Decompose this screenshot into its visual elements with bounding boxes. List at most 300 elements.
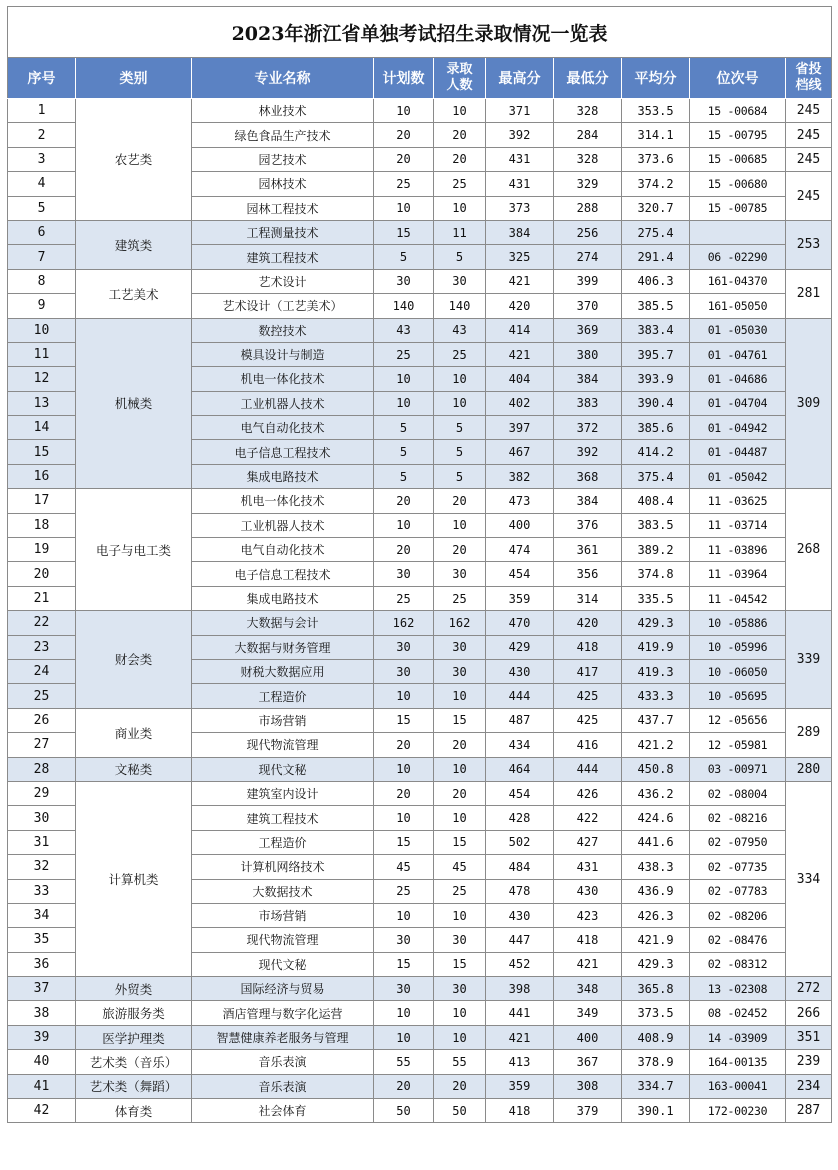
cell-avg: 383.4 (622, 318, 690, 342)
cell-plan: 25 (374, 172, 434, 196)
cell-line: 287 (786, 1099, 832, 1123)
cell-seq: 23 (8, 635, 76, 659)
cell-min: 314 (554, 586, 622, 610)
cell-admit: 10 (434, 1001, 486, 1025)
cell-seq: 3 (8, 147, 76, 171)
cell-admit: 10 (434, 391, 486, 415)
cell-min: 423 (554, 903, 622, 927)
cell-rank: 15 -00680 (690, 172, 786, 196)
cell-rank: 01 -04704 (690, 391, 786, 415)
cell-min: 288 (554, 196, 622, 220)
cell-rank: 15 -00785 (690, 196, 786, 220)
cell-max: 431 (486, 172, 554, 196)
cell-major: 现代文秘 (192, 952, 374, 976)
cell-min: 418 (554, 928, 622, 952)
cell-category: 艺术类（音乐） (76, 1050, 192, 1074)
cell-min: 384 (554, 367, 622, 391)
cell-admit: 30 (434, 977, 486, 1001)
cell-seq: 18 (8, 513, 76, 537)
cell-avg: 334.7 (622, 1074, 690, 1098)
cell-min: 431 (554, 855, 622, 879)
cell-rank: 11 -03625 (690, 489, 786, 513)
cell-admit: 140 (434, 294, 486, 318)
header-line (786, 58, 832, 99)
cell-min: 400 (554, 1025, 622, 1049)
cell-rank: 02 -08206 (690, 903, 786, 927)
cell-avg: 437.7 (622, 708, 690, 732)
cell-rank: 01 -04761 (690, 342, 786, 366)
cell-avg: 374.8 (622, 562, 690, 586)
cell-min: 383 (554, 391, 622, 415)
header-min: 最低分 (554, 58, 622, 99)
cell-major: 林业技术 (192, 99, 374, 123)
cell-admit: 15 (434, 952, 486, 976)
cell-rank: 10 -06050 (690, 659, 786, 683)
cell-min: 399 (554, 269, 622, 293)
cell-seq: 31 (8, 830, 76, 854)
cell-rank: 161-04370 (690, 269, 786, 293)
cell-max: 484 (486, 855, 554, 879)
cell-max: 413 (486, 1050, 554, 1074)
cell-plan: 30 (374, 635, 434, 659)
cell-line: 253 (786, 220, 832, 269)
cell-avg: 389.2 (622, 538, 690, 562)
cell-max: 474 (486, 538, 554, 562)
cell-min: 420 (554, 611, 622, 635)
cell-plan: 43 (374, 318, 434, 342)
cell-avg: 424.6 (622, 806, 690, 830)
cell-seq: 12 (8, 367, 76, 391)
cell-admit: 25 (434, 342, 486, 366)
cell-min: 370 (554, 294, 622, 318)
cell-rank: 08 -02452 (690, 1001, 786, 1025)
cell-seq: 20 (8, 562, 76, 586)
cell-seq: 6 (8, 220, 76, 244)
cell-admit: 5 (434, 245, 486, 269)
cell-max: 418 (486, 1099, 554, 1123)
table-row (8, 489, 832, 513)
header-admit-line2: 人数 (446, 78, 473, 93)
cell-plan: 10 (374, 1025, 434, 1049)
cell-major: 大数据与财务管理 (192, 635, 374, 659)
cell-plan: 30 (374, 928, 434, 952)
cell-category: 农艺类 (76, 99, 192, 221)
cell-max: 454 (486, 562, 554, 586)
cell-max: 487 (486, 708, 554, 732)
cell-major: 绿色食品生产技术 (192, 123, 374, 147)
cell-min: 308 (554, 1074, 622, 1098)
header-row (8, 58, 832, 99)
cell-seq: 38 (8, 1001, 76, 1025)
cell-avg: 291.4 (622, 245, 690, 269)
cell-plan: 10 (374, 367, 434, 391)
cell-seq: 29 (8, 781, 76, 805)
cell-admit: 5 (434, 464, 486, 488)
cell-seq: 40 (8, 1050, 76, 1074)
cell-line: 272 (786, 977, 832, 1001)
cell-avg: 353.5 (622, 99, 690, 123)
cell-min: 372 (554, 416, 622, 440)
cell-seq: 1 (8, 99, 76, 123)
cell-rank: 01 -04487 (690, 440, 786, 464)
cell-plan: 162 (374, 611, 434, 635)
cell-rank: 02 -07735 (690, 855, 786, 879)
cell-category: 财会类 (76, 611, 192, 709)
cell-rank: 14 -03909 (690, 1025, 786, 1049)
cell-line: 268 (786, 489, 832, 611)
cell-line: 245 (786, 172, 832, 221)
cell-plan: 20 (374, 733, 434, 757)
cell-admit: 10 (434, 903, 486, 927)
cell-min: 368 (554, 464, 622, 488)
cell-category: 商业类 (76, 708, 192, 757)
cell-plan: 55 (374, 1050, 434, 1074)
header-line-line1: 省投 (795, 62, 822, 77)
cell-plan: 15 (374, 220, 434, 244)
cell-admit: 30 (434, 562, 486, 586)
cell-min: 349 (554, 1001, 622, 1025)
cell-plan: 30 (374, 562, 434, 586)
cell-seq: 35 (8, 928, 76, 952)
cell-admit: 10 (434, 684, 486, 708)
cell-max: 397 (486, 416, 554, 440)
cell-seq: 5 (8, 196, 76, 220)
cell-avg: 429.3 (622, 611, 690, 635)
cell-admit: 11 (434, 220, 486, 244)
cell-category: 文秘类 (76, 757, 192, 781)
cell-line: 266 (786, 1001, 832, 1025)
cell-rank: 06 -02290 (690, 245, 786, 269)
cell-max: 454 (486, 781, 554, 805)
cell-plan: 25 (374, 342, 434, 366)
cell-avg: 385.6 (622, 416, 690, 440)
cell-seq: 37 (8, 977, 76, 1001)
cell-plan: 10 (374, 903, 434, 927)
cell-major: 工程测量技术 (192, 220, 374, 244)
cell-min: 380 (554, 342, 622, 366)
cell-seq: 34 (8, 903, 76, 927)
cell-max: 402 (486, 391, 554, 415)
cell-avg: 406.3 (622, 269, 690, 293)
cell-line: 339 (786, 611, 832, 709)
cell-seq: 25 (8, 684, 76, 708)
cell-max: 431 (486, 147, 554, 171)
cell-line: 280 (786, 757, 832, 781)
cell-max: 502 (486, 830, 554, 854)
cell-avg: 335.5 (622, 586, 690, 610)
cell-max: 404 (486, 367, 554, 391)
cell-major: 工业机器人技术 (192, 513, 374, 537)
cell-admit: 5 (434, 416, 486, 440)
cell-seq: 19 (8, 538, 76, 562)
cell-seq: 13 (8, 391, 76, 415)
cell-min: 328 (554, 99, 622, 123)
cell-category: 电子与电工类 (76, 489, 192, 611)
cell-plan: 30 (374, 659, 434, 683)
cell-seq: 11 (8, 342, 76, 366)
cell-rank: 11 -04542 (690, 586, 786, 610)
cell-avg: 375.4 (622, 464, 690, 488)
cell-rank: 10 -05886 (690, 611, 786, 635)
cell-min: 361 (554, 538, 622, 562)
cell-avg: 373.5 (622, 1001, 690, 1025)
cell-rank: 15 -00684 (690, 99, 786, 123)
cell-seq: 42 (8, 1099, 76, 1123)
cell-major: 电子信息工程技术 (192, 440, 374, 464)
cell-avg: 408.9 (622, 1025, 690, 1049)
cell-rank: 01 -04942 (690, 416, 786, 440)
cell-max: 441 (486, 1001, 554, 1025)
cell-admit: 25 (434, 586, 486, 610)
cell-min: 376 (554, 513, 622, 537)
cell-max: 467 (486, 440, 554, 464)
cell-major: 机电一体化技术 (192, 489, 374, 513)
cell-major: 园林技术 (192, 172, 374, 196)
cell-max: 392 (486, 123, 554, 147)
cell-rank: 12 -05656 (690, 708, 786, 732)
cell-rank: 15 -00685 (690, 147, 786, 171)
cell-max: 421 (486, 342, 554, 366)
cell-seq: 26 (8, 708, 76, 732)
cell-plan: 15 (374, 830, 434, 854)
cell-rank: 172-00230 (690, 1099, 786, 1123)
cell-max: 478 (486, 879, 554, 903)
cell-seq: 28 (8, 757, 76, 781)
cell-plan: 30 (374, 269, 434, 293)
cell-major: 艺术设计（工艺美术） (192, 294, 374, 318)
cell-major: 集成电路技术 (192, 464, 374, 488)
cell-min: 329 (554, 172, 622, 196)
document (7, 6, 831, 1123)
header-plan: 计划数 (374, 58, 434, 99)
cell-min: 384 (554, 489, 622, 513)
cell-admit: 15 (434, 830, 486, 854)
cell-avg: 438.3 (622, 855, 690, 879)
cell-admit: 20 (434, 123, 486, 147)
cell-avg: 450.8 (622, 757, 690, 781)
table-row (8, 1074, 832, 1098)
cell-line: 245 (786, 99, 832, 123)
table-row (8, 220, 832, 244)
cell-rank: 02 -08476 (690, 928, 786, 952)
cell-avg: 429.3 (622, 952, 690, 976)
cell-max: 434 (486, 733, 554, 757)
cell-max: 473 (486, 489, 554, 513)
cell-major: 大数据技术 (192, 879, 374, 903)
cell-min: 392 (554, 440, 622, 464)
table-body (8, 99, 832, 1123)
cell-seq: 16 (8, 464, 76, 488)
cell-plan: 20 (374, 123, 434, 147)
cell-rank: 10 -05695 (690, 684, 786, 708)
cell-seq: 7 (8, 245, 76, 269)
cell-plan: 10 (374, 391, 434, 415)
cell-admit: 45 (434, 855, 486, 879)
cell-category: 工艺美术 (76, 269, 192, 318)
cell-major: 音乐表演 (192, 1050, 374, 1074)
cell-rank: 163-00041 (690, 1074, 786, 1098)
cell-admit: 10 (434, 99, 486, 123)
cell-seq: 8 (8, 269, 76, 293)
cell-max: 447 (486, 928, 554, 952)
table-title: 2023年浙江省单独考试招生录取情况一览表 (8, 7, 832, 58)
cell-rank: 02 -08312 (690, 952, 786, 976)
cell-max: 420 (486, 294, 554, 318)
cell-seq: 22 (8, 611, 76, 635)
cell-max: 373 (486, 196, 554, 220)
cell-avg: 373.6 (622, 147, 690, 171)
table-row (8, 99, 832, 123)
cell-min: 418 (554, 635, 622, 659)
cell-line: 245 (786, 147, 832, 171)
cell-max: 444 (486, 684, 554, 708)
cell-avg: 426.3 (622, 903, 690, 927)
cell-admit: 10 (434, 367, 486, 391)
cell-admit: 20 (434, 733, 486, 757)
cell-max: 428 (486, 806, 554, 830)
cell-max: 430 (486, 659, 554, 683)
cell-plan: 20 (374, 489, 434, 513)
cell-rank: 03 -00971 (690, 757, 786, 781)
cell-admit: 30 (434, 659, 486, 683)
cell-avg: 419.3 (622, 659, 690, 683)
cell-seq: 21 (8, 586, 76, 610)
cell-plan: 10 (374, 757, 434, 781)
cell-min: 430 (554, 879, 622, 903)
cell-seq: 32 (8, 855, 76, 879)
cell-seq: 10 (8, 318, 76, 342)
cell-major: 工程造价 (192, 830, 374, 854)
cell-major: 数控技术 (192, 318, 374, 342)
cell-major: 社会体育 (192, 1099, 374, 1123)
cell-seq: 27 (8, 733, 76, 757)
cell-avg: 390.4 (622, 391, 690, 415)
cell-plan: 15 (374, 952, 434, 976)
cell-plan: 10 (374, 513, 434, 537)
cell-min: 425 (554, 684, 622, 708)
cell-rank: 11 -03714 (690, 513, 786, 537)
cell-avg: 374.2 (622, 172, 690, 196)
cell-min: 444 (554, 757, 622, 781)
cell-max: 430 (486, 903, 554, 927)
cell-major: 机电一体化技术 (192, 367, 374, 391)
cell-avg: 433.3 (622, 684, 690, 708)
cell-rank: 13 -02308 (690, 977, 786, 1001)
cell-admit: 10 (434, 1025, 486, 1049)
cell-max: 398 (486, 977, 554, 1001)
cell-plan: 5 (374, 245, 434, 269)
cell-min: 425 (554, 708, 622, 732)
cell-line: 334 (786, 781, 832, 976)
cell-min: 274 (554, 245, 622, 269)
header-admit (434, 58, 486, 99)
table-row (8, 781, 832, 805)
table-row (8, 269, 832, 293)
cell-plan: 5 (374, 440, 434, 464)
table-row (8, 757, 832, 781)
cell-admit: 162 (434, 611, 486, 635)
cell-admit: 30 (434, 269, 486, 293)
cell-max: 371 (486, 99, 554, 123)
cell-line: 309 (786, 318, 832, 489)
cell-line: 239 (786, 1050, 832, 1074)
cell-avg: 275.4 (622, 220, 690, 244)
cell-seq: 14 (8, 416, 76, 440)
cell-major: 电子信息工程技术 (192, 562, 374, 586)
cell-major: 计算机网络技术 (192, 855, 374, 879)
cell-seq: 2 (8, 123, 76, 147)
cell-min: 417 (554, 659, 622, 683)
cell-plan: 45 (374, 855, 434, 879)
cell-min: 356 (554, 562, 622, 586)
cell-plan: 25 (374, 586, 434, 610)
cell-major: 建筑室内设计 (192, 781, 374, 805)
cell-major: 智慧健康养老服务与管理 (192, 1025, 374, 1049)
header-line-line2: 档线 (795, 78, 822, 93)
cell-admit: 43 (434, 318, 486, 342)
table-row (8, 1025, 832, 1049)
cell-major: 市场营销 (192, 708, 374, 732)
cell-rank: 10 -05996 (690, 635, 786, 659)
header-seq: 序号 (8, 58, 76, 99)
cell-plan: 140 (374, 294, 434, 318)
cell-seq: 17 (8, 489, 76, 513)
cell-max: 384 (486, 220, 554, 244)
cell-rank: 01 -05030 (690, 318, 786, 342)
cell-seq: 30 (8, 806, 76, 830)
cell-plan: 10 (374, 1001, 434, 1025)
cell-avg: 393.9 (622, 367, 690, 391)
cell-rank: 01 -05042 (690, 464, 786, 488)
cell-rank: 01 -04686 (690, 367, 786, 391)
cell-max: 382 (486, 464, 554, 488)
cell-max: 359 (486, 1074, 554, 1098)
table-row (8, 611, 832, 635)
cell-plan: 5 (374, 464, 434, 488)
cell-major: 集成电路技术 (192, 586, 374, 610)
header-major: 专业名称 (192, 58, 374, 99)
cell-min: 348 (554, 977, 622, 1001)
cell-avg: 314.1 (622, 123, 690, 147)
cell-category: 医学护理类 (76, 1025, 192, 1049)
cell-rank: 02 -07950 (690, 830, 786, 854)
cell-major: 艺术设计 (192, 269, 374, 293)
cell-plan: 20 (374, 147, 434, 171)
cell-avg: 320.7 (622, 196, 690, 220)
cell-admit: 5 (434, 440, 486, 464)
admission-table (7, 6, 832, 1123)
cell-category: 外贸类 (76, 977, 192, 1001)
cell-major: 财税大数据应用 (192, 659, 374, 683)
cell-plan: 25 (374, 879, 434, 903)
cell-avg: 385.5 (622, 294, 690, 318)
cell-category: 建筑类 (76, 220, 192, 269)
cell-min: 328 (554, 147, 622, 171)
cell-admit: 10 (434, 513, 486, 537)
cell-min: 369 (554, 318, 622, 342)
cell-admit: 20 (434, 781, 486, 805)
cell-plan: 15 (374, 708, 434, 732)
cell-seq: 9 (8, 294, 76, 318)
cell-plan: 50 (374, 1099, 434, 1123)
cell-admit: 20 (434, 538, 486, 562)
cell-seq: 15 (8, 440, 76, 464)
cell-major: 现代物流管理 (192, 928, 374, 952)
cell-max: 325 (486, 245, 554, 269)
cell-avg: 390.1 (622, 1099, 690, 1123)
cell-rank: 02 -08216 (690, 806, 786, 830)
cell-avg: 378.9 (622, 1050, 690, 1074)
